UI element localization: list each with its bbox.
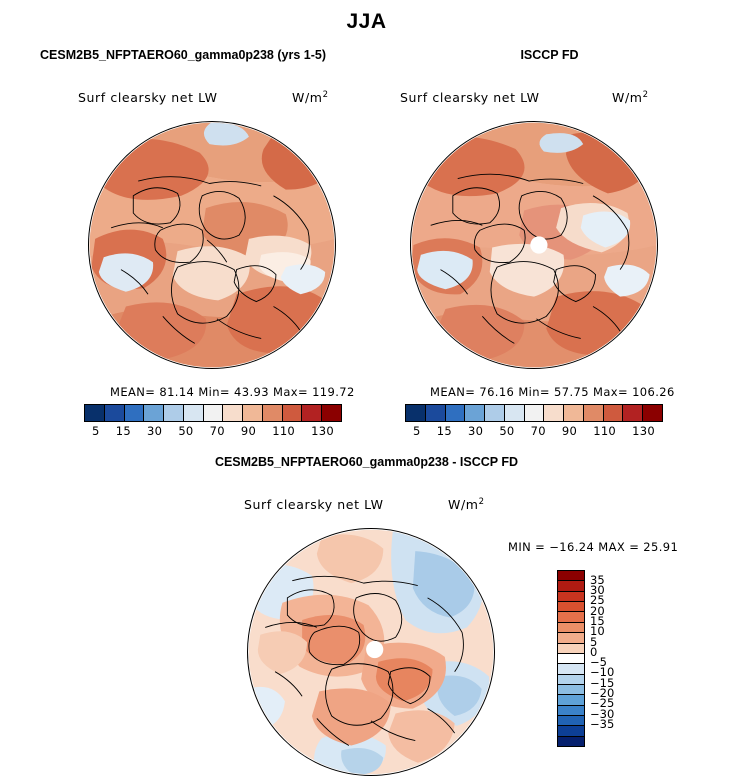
colorbar-tick-label: 130 — [311, 424, 334, 438]
colorbar-swatch — [222, 405, 242, 421]
colorbar-tick-label: 5 — [92, 424, 100, 438]
unit-label-difference — [448, 497, 485, 512]
colorbar-tick-label: 90 — [240, 424, 257, 438]
panel-title-observation: ISCCP FD — [520, 48, 579, 62]
colorbar-tick-label: 20 — [590, 603, 605, 618]
pole-marker — [366, 641, 383, 658]
colorbar-swatch — [558, 580, 584, 590]
colorbar-tick-label: 35 — [590, 572, 605, 587]
colorbar-swatch — [558, 643, 584, 653]
colorbar-swatch — [524, 405, 544, 421]
colorbar-swatch — [321, 405, 341, 421]
colorbar-difference — [557, 570, 585, 747]
colorbar-tick-label: 110 — [593, 424, 617, 438]
colorbar-tick-label: 30 — [468, 424, 484, 438]
variable-label-observation: Surf clearsky net LW — [400, 90, 540, 105]
colorbar-swatch — [558, 725, 584, 735]
polar-map-observation — [410, 121, 658, 369]
colorbar-swatch — [183, 405, 203, 421]
panel-title-model: CESM2B5_NFPTAERO60_gamma0p238 (yrs 1-5) — [40, 48, 326, 62]
colorbar-tick-label: 90 — [561, 424, 578, 438]
colorbar-swatch — [558, 684, 584, 694]
colorbar-swatch — [242, 405, 262, 421]
colorbar-swatch — [558, 622, 584, 632]
colorbar-tick-label: 10 — [590, 624, 605, 639]
unit-exponent: 2 — [642, 90, 649, 100]
colorbar-model — [84, 404, 342, 422]
colorbar-swatch — [301, 405, 321, 421]
colorbar-swatch — [104, 405, 124, 421]
colorbar-swatch — [558, 653, 584, 663]
colorbar-swatch — [445, 405, 465, 421]
colorbar-tick-label: −15 — [590, 675, 615, 690]
colorbar-tick-label: 15 — [115, 424, 131, 438]
panel-title-difference: CESM2B5_NFPTAERO60_gamma0p238 - ISCCP FD — [214, 455, 519, 469]
colorbar-tick-label: −30 — [590, 706, 615, 721]
stats-model: MEAN= 81.14 Min= 43.93 Max= 119.72 — [110, 385, 355, 399]
colorbar-tick-label: −5 — [590, 655, 607, 670]
colorbar-swatch — [558, 663, 584, 673]
colorbar-swatch — [558, 736, 584, 746]
variable-label-model: Surf clearsky net LW — [78, 90, 218, 105]
colorbar-observation — [405, 404, 663, 422]
colorbar-tick-label: 15 — [436, 424, 452, 438]
stats-difference: MIN = −16.24 MAX = 25.91 — [508, 540, 679, 554]
colorbar-swatch — [558, 674, 584, 684]
colorbar-swatch — [143, 405, 163, 421]
colorbar-swatch — [543, 405, 563, 421]
colorbar-tick-label: 70 — [209, 424, 225, 438]
unit-label-observation — [612, 90, 649, 105]
colorbar-tick-label: 25 — [590, 593, 605, 608]
colorbar-ticks-difference — [590, 570, 630, 745]
colorbar-swatch — [558, 591, 584, 601]
polar-map-model — [88, 121, 336, 369]
colorbar-swatch — [85, 405, 104, 421]
variable-label-difference: Surf clearsky net LW — [244, 497, 384, 512]
colorbar-ticks-observation — [405, 424, 663, 438]
unit-exponent: 2 — [478, 497, 485, 507]
colorbar-tick-label: 50 — [178, 424, 194, 438]
colorbar-ticks-model — [84, 424, 342, 438]
colorbar-swatch — [603, 405, 623, 421]
page-title: JJA — [346, 10, 387, 33]
colorbar-swatch — [558, 705, 584, 715]
colorbar-swatch — [558, 571, 584, 580]
colorbar-swatch — [484, 405, 504, 421]
colorbar-tick-label: −10 — [590, 665, 615, 680]
colorbar-swatch — [558, 715, 584, 725]
unit-exponent: 2 — [322, 90, 329, 100]
colorbar-tick-label: 50 — [499, 424, 515, 438]
colorbar-swatch — [163, 405, 183, 421]
colorbar-tick-label: −25 — [590, 696, 615, 711]
colorbar-swatch — [504, 405, 524, 421]
colorbar-swatch — [124, 405, 144, 421]
colorbar-swatch — [464, 405, 484, 421]
colorbar-swatch — [563, 405, 583, 421]
colorbar-tick-label: 0 — [590, 644, 598, 659]
polar-map-observation-svg — [411, 122, 657, 368]
unit-text: W/m — [612, 90, 643, 106]
colorbar-swatch — [406, 405, 425, 421]
colorbar-tick-label: 130 — [632, 424, 655, 438]
colorbar-swatch — [282, 405, 302, 421]
polar-map-difference-svg — [248, 529, 494, 775]
colorbar-tick-label: 70 — [530, 424, 546, 438]
unit-text: W/m — [448, 497, 479, 513]
unit-label-model — [292, 90, 329, 105]
unit-text: W/m — [292, 90, 323, 106]
pole-marker — [530, 236, 547, 253]
colorbar-tick-label: 15 — [590, 613, 605, 628]
colorbar-tick-label: 30 — [590, 583, 605, 598]
colorbar-swatch — [425, 405, 445, 421]
colorbar-swatch — [262, 405, 282, 421]
colorbar-tick-label: 110 — [272, 424, 296, 438]
colorbar-swatch — [558, 601, 584, 611]
colorbar-swatch — [558, 694, 584, 704]
colorbar-swatch — [203, 405, 223, 421]
polar-map-model-svg — [89, 122, 335, 368]
colorbar-swatch — [558, 611, 584, 621]
colorbar-tick-label: −20 — [590, 686, 615, 701]
colorbar-swatch — [558, 632, 584, 642]
polar-map-difference — [247, 528, 495, 776]
colorbar-tick-label: 5 — [413, 424, 421, 438]
colorbar-tick-label: 5 — [590, 634, 598, 649]
colorbar-tick-label: −35 — [590, 716, 615, 731]
colorbar-swatch — [642, 405, 662, 421]
colorbar-swatch — [622, 405, 642, 421]
stats-observation: MEAN= 76.16 Min= 57.75 Max= 106.26 — [430, 385, 675, 399]
colorbar-tick-label: 30 — [147, 424, 163, 438]
colorbar-swatch — [583, 405, 603, 421]
